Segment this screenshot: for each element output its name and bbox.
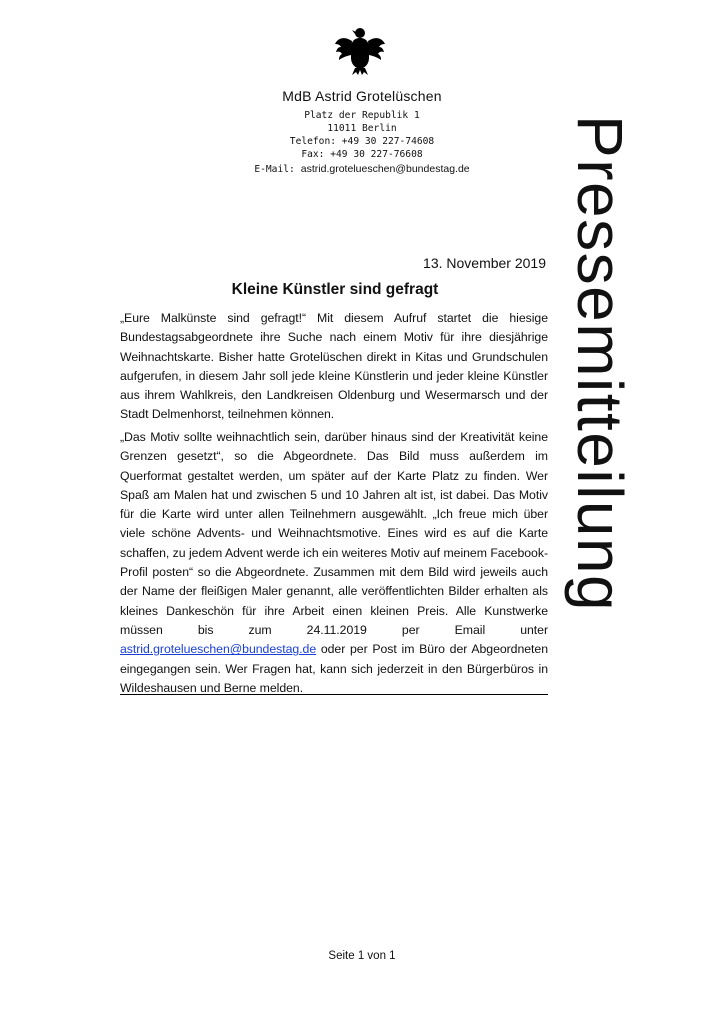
- headline: Kleine Künstler sind gefragt: [231, 281, 439, 298]
- closing-divider: [120, 694, 548, 695]
- submission-email-link[interactable]: astrid.grotelueschen@bundestag.de: [120, 642, 317, 657]
- paragraph-2-text-end: oder per Post im Büro der Abgeordneten eingegangen sein. Wer Fragen hat, kann sich jederzeit in den Bürgerbüros in Wildeshausen und Berne melden.: [120, 642, 548, 695]
- email-label: E-Mail:: [254, 164, 295, 175]
- phone-line: Telefon: +49 30 227-74608: [289, 136, 435, 147]
- page-counter: Seite 1 von 1: [328, 950, 396, 962]
- release-date: 13. November 2019: [423, 255, 546, 271]
- federal-eagle-icon: [334, 24, 386, 76]
- body-paragraph-1: „Eure Malkünste sind gefragt!“ Mit diesem Aufruf startet die hiesige Bundestagsabgeordnete ihre Suche nach einem Motiv für ihre diesjährige Weihnachtskarte. Bisher hatte Grotelüschen direkt in Kitas und Grundschulen aufgerufen, in diesem Jahr soll jede kleine Künstlerin und jeder kleine Künstler aus ihrem Wahlkreis, den Landkreisen Oldenburg und Wesermarsch und der Stadt Delmenhorst, teilnehmen können.: [120, 311, 548, 422]
- side-title-pressemitteilung: Pressemitteilung: [564, 115, 636, 613]
- address-line-city: 11011 Berlin: [327, 123, 397, 134]
- sender-name: MdB Astrid Grotelüschen: [282, 88, 442, 104]
- fax-line: Fax: +49 30 227-76608: [301, 149, 423, 160]
- body-paragraph-2: [120, 428, 548, 698]
- paragraph-2-text-start: „Das Motiv sollte weihnachtlich sein, darüber hinaus sind der Kreativität keine Grenzen gesetzt“, so die Abgeordnete. Das Bild muss außerdem im Querformat gestaltet werden, um später auf der Karte Platz zu finden. Wer Spaß am Malen hat und zwischen 5 und 10 Jahren alt ist, ist dabei. Das Motiv für die Karte wird unter allen Teilnehmern ausgewählt. „Ich freue mich über viele schöne Advents- und Weihnachtsmotive. Eines wird es auf die Karte schaffen, zu jedem Advent werde ich ein weiteres Motiv auf meinem Facebook-Profil posten“ so die Abgeordnete. Zusammen mit dem Bild wird jeweils auch der Name der fleißigen Maler genannt, alle veröffentlichten Bilder erhalten als kleines Dankeschön für ihre Arbeit einen kleinen Preis. Alle Kunstwerke müssen bis zum 24.11.2019 per Email unter: [120, 430, 548, 637]
- address-line-street: Platz der Republik 1: [304, 110, 420, 121]
- sender-email: astrid.groteluesche​n@bundestag.de: [300, 163, 470, 175]
